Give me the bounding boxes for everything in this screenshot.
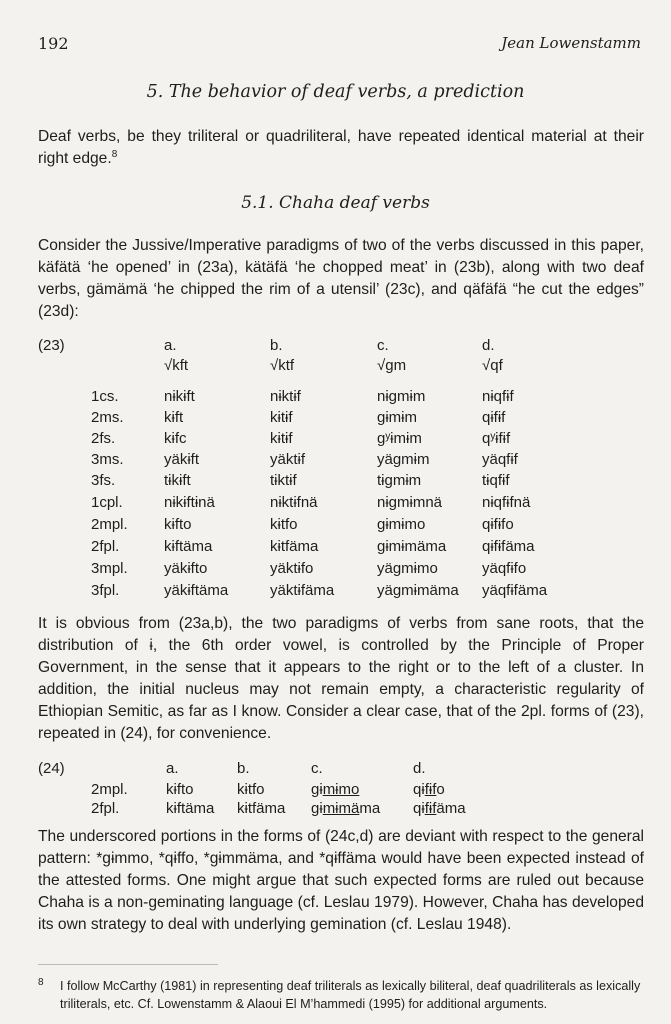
row-label: 1cs. — [91, 388, 119, 405]
form-cell: yägmɨm — [377, 451, 430, 468]
form-cell: kɨfto — [164, 516, 192, 533]
form-cell: qɨfɨf — [482, 409, 506, 426]
form-cell: tɨgmɨm — [377, 472, 422, 489]
row-label: 2mpl. — [91, 516, 128, 533]
form-suffix: äma — [436, 800, 466, 817]
form-cell: gɨmɨmäma — [377, 538, 447, 555]
form-cell: nɨqfɨf — [482, 388, 514, 405]
form-cell: kɨfc — [164, 430, 187, 447]
form-cell: kɨtɨf — [270, 430, 293, 447]
form-cell-underscored — [413, 781, 445, 798]
form-cell-underscored — [311, 781, 359, 798]
form-cell: yäqfɨfäma — [482, 582, 548, 599]
column-label: c. — [377, 337, 389, 354]
form-prefix: qɨ — [413, 781, 425, 798]
root: √ktf — [270, 357, 295, 374]
form-cell: nɨkɨftɨnä — [164, 494, 215, 511]
form-cell: gɨmɨm — [377, 409, 417, 426]
section-heading: 5. The behavior of deaf verbs, a prediction — [146, 82, 525, 102]
form-cell: yäkɨfto — [164, 560, 208, 577]
column-label: d. — [482, 337, 495, 354]
running-head: Jean Lowenstamm — [501, 34, 641, 52]
form-cell: qɨfɨfäma — [482, 538, 535, 555]
row-label: 2fs. — [91, 430, 116, 447]
root: √kft — [164, 357, 189, 374]
form-cell: kɨtfäma — [237, 800, 286, 817]
form-prefix: qɨ — [413, 800, 425, 817]
example-number: (24) — [38, 760, 65, 777]
form-cell: nɨkɨft — [164, 388, 195, 405]
form-prefix: gɨ — [311, 781, 323, 798]
root: √gm — [377, 357, 407, 374]
form-prefix: gɨ — [311, 800, 323, 817]
form-cell: yäktɨfo — [270, 560, 314, 577]
form-cell: nɨgmɨmnä — [377, 494, 443, 511]
form-cell: yäktɨfäma — [270, 582, 335, 599]
form-cell: nɨgmɨm — [377, 388, 426, 405]
form-cell: kɨtfäma — [270, 538, 319, 555]
form-cell: kɨfto — [166, 781, 194, 798]
column-label: a. — [166, 760, 179, 777]
row-label: 2mpl. — [91, 781, 128, 798]
footnote-divider — [38, 964, 218, 965]
form-cell: gʸɨmɨm — [377, 430, 422, 447]
row-label: 2ms. — [91, 409, 124, 426]
underscored-portion: mɨmä — [322, 800, 360, 817]
form-cell: yäqfɨf — [482, 451, 518, 468]
form-cell: gɨmɨmo — [377, 516, 426, 533]
subsection-paragraph: Consider the Jussive/Imperative paradigms of two of the verbs discussed in this paper, käfätä ‘he opened’ in (23a), kätäfä ‘he chopped meat’ in (23b), along with two deaf verbs, gämämä ‘he chipped the rim of a utensil’ (23c), and qäfäfä “he cut the edges” (23d): — [38, 237, 644, 320]
example-number: (23) — [38, 337, 65, 354]
form-cell: yäqfɨfo — [482, 560, 527, 577]
page-number: 192 — [38, 34, 69, 53]
section-paragraph — [38, 126, 644, 170]
form-suffix: ma — [359, 800, 381, 817]
form-cell: kɨft — [164, 409, 184, 426]
column-label: b. — [270, 337, 283, 354]
form-cell: yäkɨftäma — [164, 582, 229, 599]
row-label: 3ms. — [91, 451, 124, 468]
column-label: a. — [164, 337, 177, 354]
conclusion-paragraph: The underscored portions in the forms of (24c,d) are deviant with respect to the general pattern: *gɨmmo, *qɨffo, *gɨmmäma, and *qɨffäma would have been expected instead of the attested forms. One might argue that such expected forms are ruled out because Chaha is a non-geminating language (cf. Leslau 1979). However, Chaha has developed its own strategy to deal with underlying gemination (cf. Leslau 1948). — [38, 828, 644, 933]
form-cell: yägmɨmäma — [377, 582, 459, 599]
underscored-portion: fɨf — [424, 781, 437, 798]
form-suffix: o — [436, 781, 445, 798]
column-label: d. — [413, 760, 426, 777]
underscored-portion: fɨf — [424, 800, 437, 817]
form-cell: qɨfɨfo — [482, 516, 514, 533]
row-label: 2fpl. — [91, 538, 120, 555]
form-cell: kɨtfo — [237, 781, 265, 798]
form-cell: kɨftäma — [164, 538, 213, 555]
form-cell: nɨqfɨfnä — [482, 494, 531, 511]
column-label: c. — [311, 760, 323, 777]
form-cell: yäktɨf — [270, 451, 306, 468]
subsection-heading: 5.1. Chaha deaf verbs — [241, 193, 430, 213]
column-label: b. — [237, 760, 250, 777]
form-cell: tɨqfɨf — [482, 472, 510, 489]
root: √qf — [482, 357, 503, 374]
form-cell: kɨtfo — [270, 516, 298, 533]
footnote-text: I follow McCarthy (1981) in representing deaf triliterals as lexically biliteral, deaf quadriliterals as lexically triliterals, etc. Cf. Lowenstamm & Alaoui El M’hammedi (1995) for additional arguments. — [60, 979, 641, 1011]
form-cell: nɨktɨf — [270, 388, 301, 405]
form-cell-underscored — [413, 800, 466, 817]
form-cell: tɨkɨft — [164, 472, 191, 489]
form-cell: yägmɨmo — [377, 560, 438, 577]
form-cell: tɨktɨf — [270, 472, 297, 489]
form-cell: yäkɨft — [164, 451, 200, 468]
form-cell: nɨktɨfnä — [270, 494, 318, 511]
form-cell: kɨtɨf — [270, 409, 293, 426]
underscored-portion: mɨmo — [322, 781, 360, 798]
footnote-mark: 8 — [38, 977, 44, 988]
row-label: 3fs. — [91, 472, 116, 489]
discussion-paragraph: It is obvious from (23a,b), the two paradigms of verbs from sane roots, that the distribution of ɨ, the 6th order vowel, is controlled by the Principle of Proper Government, in the sense that it appears to the right or to the left of a cluster. In addition, the initial nucleus may not remain empty, a characteristic regularity of Ethiopian Semitic, as far as I know. Consider a clear case, that of the 2pl. forms of (23), repeated in (24), for convenience. — [38, 615, 644, 742]
row-label: 3mpl. — [91, 560, 128, 577]
form-cell: qʸɨfɨf — [482, 430, 511, 447]
section-paragraph-text: Deaf verbs, be they triliteral or quadriliteral, have repeated identical material at their right edge. — [38, 128, 644, 167]
footnote-reference: 8 — [111, 148, 118, 160]
row-label: 2fpl. — [91, 800, 120, 817]
form-cell: kɨftäma — [166, 800, 215, 817]
form-cell-underscored — [311, 800, 380, 817]
row-label: 3fpl. — [91, 582, 120, 599]
row-label: 1cpl. — [91, 494, 123, 511]
